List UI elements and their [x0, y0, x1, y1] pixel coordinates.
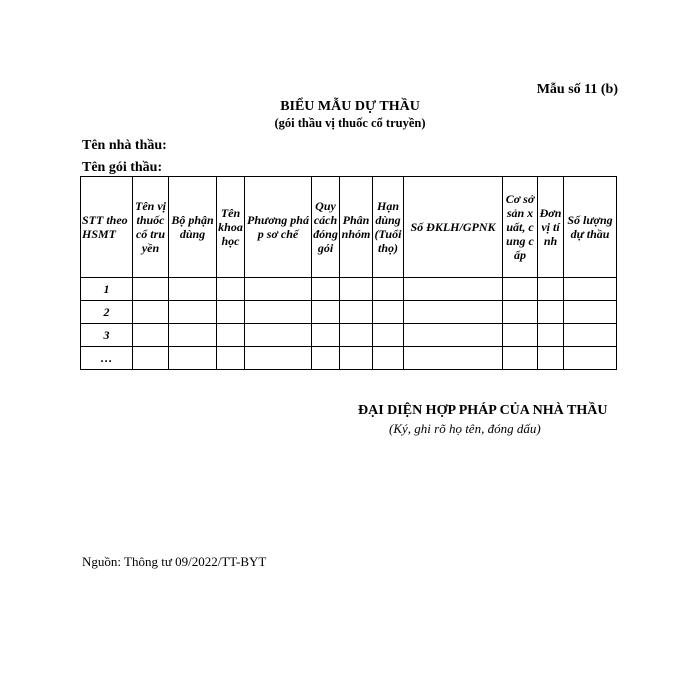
col-header-stt: STT theo HSMT	[81, 177, 133, 278]
row-number: 2	[81, 301, 133, 324]
row-number: 1	[81, 278, 133, 301]
table-row	[81, 278, 617, 301]
row-number: 3	[81, 324, 133, 347]
col-header-shelf-life: Hạn dùng (Tuổi thọ)	[373, 177, 404, 278]
col-header-part-used: Bộ phận dùng	[169, 177, 217, 278]
contractor-name-label: Tên nhà thầu:	[82, 138, 167, 153]
col-header-unit: Đơn vị tính	[538, 177, 564, 278]
form-title: BIỂU MẪU DỰ THẦU	[280, 99, 420, 114]
signature-title: ĐẠI DIỆN HỢP PHÁP CỦA NHÀ THẦU	[358, 403, 608, 418]
col-header-scientific-name: Tên khoa học	[217, 177, 245, 278]
col-header-manufacturer: Cơ sở sản xuất, cung cấp	[503, 177, 538, 278]
table-row	[81, 324, 617, 347]
col-header-processing-method: Phương pháp sơ chế	[245, 177, 312, 278]
signature-note: (Ký, ghi rõ họ tên, đóng dấu)	[389, 421, 541, 436]
form-subtitle: (gói thầu vị thuốc cổ truyền)	[274, 116, 426, 130]
table-header-row	[81, 177, 617, 278]
col-header-herbal-name: Tên vị thuốc cổ truyền	[133, 177, 169, 278]
package-name-label: Tên gói thầu:	[82, 160, 163, 175]
bid-table	[80, 176, 617, 370]
source-note: Nguồn: Thông tư 09/2022/TT-BYT	[82, 554, 267, 569]
table-row	[81, 347, 617, 370]
col-header-bid-quantity: Số lượng dự thầu	[564, 177, 617, 278]
table-row	[81, 301, 617, 324]
col-header-group: Phân nhóm	[340, 177, 373, 278]
col-header-packaging: Quy cách đóng gói	[312, 177, 340, 278]
form-number: Mẫu số 11 (b)	[536, 82, 618, 97]
col-header-registration-number: Số ĐKLH/GPNK	[404, 177, 503, 278]
row-number: …	[81, 347, 133, 370]
